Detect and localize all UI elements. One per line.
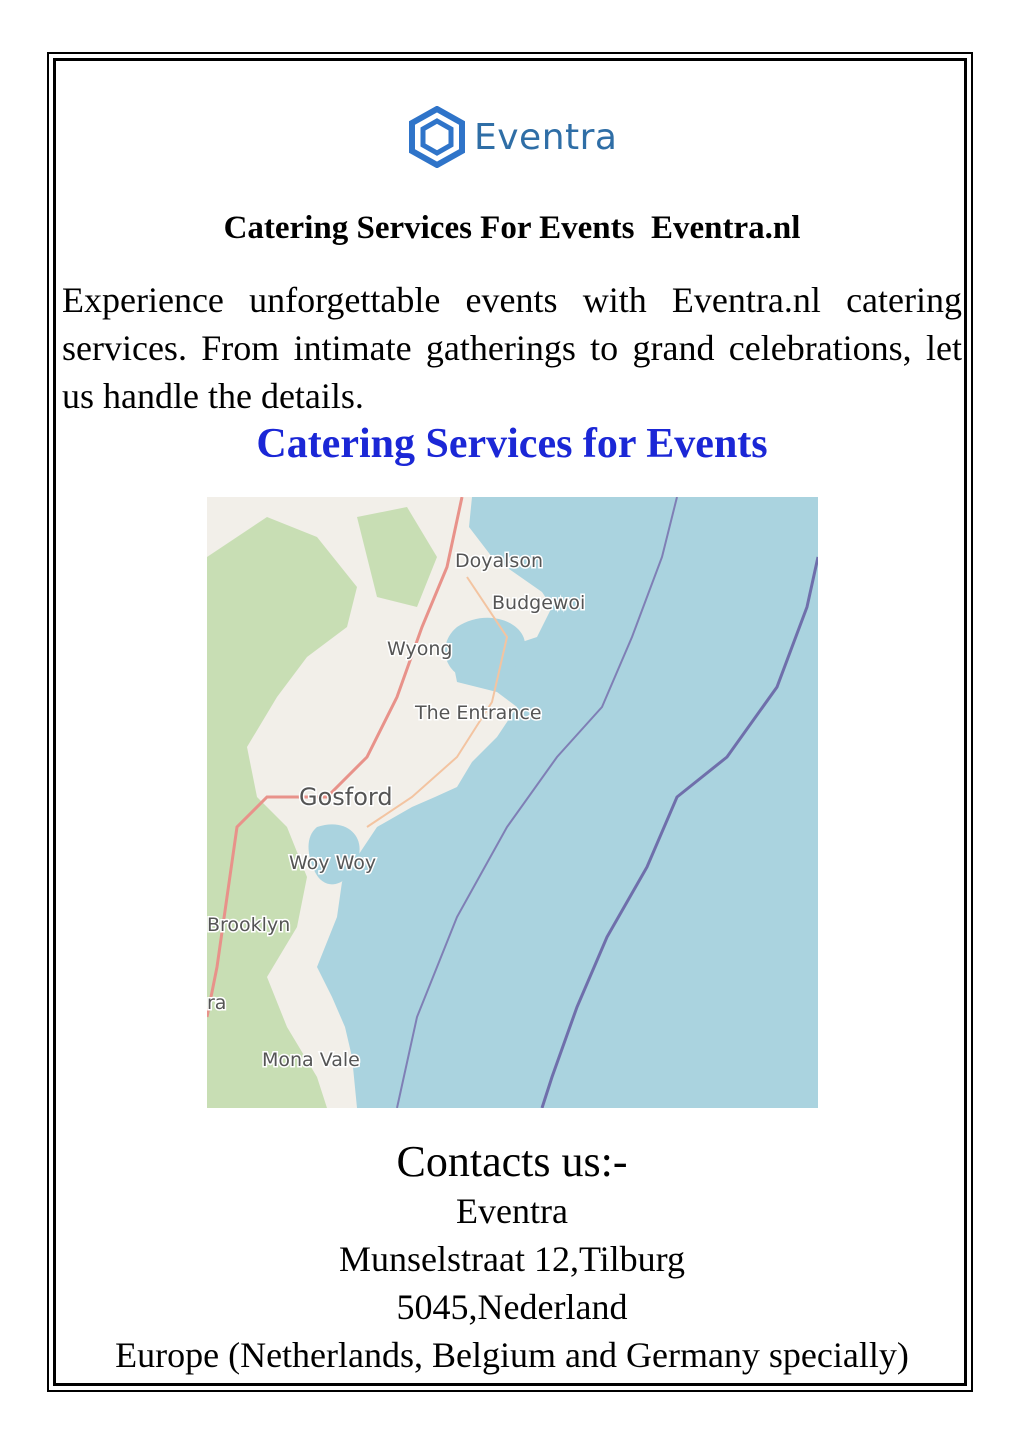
map-image: [207, 497, 818, 1108]
contacts-heading: Contacts us:-: [396, 1137, 628, 1186]
contact-company: Eventra: [456, 1191, 568, 1231]
map-label-the-entrance: The Entrance: [415, 702, 542, 724]
map-label-woy-woy: Woy Woy: [289, 852, 377, 874]
page-title: Catering Services For Events Eventra.nl: [223, 210, 801, 246]
map-label-brooklyn: Brooklyn: [207, 914, 291, 936]
contact-street: Munselstraat 12,Tilburg: [338, 1239, 686, 1279]
location-map: [207, 497, 818, 1108]
description-paragraph: Experience unforgettable events with Eventra.nl catering services. From intimate gatherings to grand celebrations, let us handle the details.: [62, 280, 962, 416]
map-label-budgewoi: Budgewoi: [492, 592, 586, 614]
map-label-gosford: Gosford: [299, 783, 393, 811]
contact-postal: 5045,Nederland: [396, 1287, 628, 1327]
section-heading: Catering Services for Events: [256, 421, 768, 467]
map-label-mona-vale: Mona Vale: [262, 1049, 360, 1071]
contact-region: Europe (Netherlands, Belgium and Germany specially): [115, 1335, 909, 1375]
eventra-logo: [408, 106, 618, 168]
logo-text: Eventra: [474, 116, 618, 158]
map-label-doyalson: Doyalson: [455, 550, 543, 572]
map-label-wyong: Wyong: [387, 638, 453, 660]
hexagon-logo-icon: [408, 106, 466, 168]
map-label-partial: ra: [207, 992, 227, 1014]
